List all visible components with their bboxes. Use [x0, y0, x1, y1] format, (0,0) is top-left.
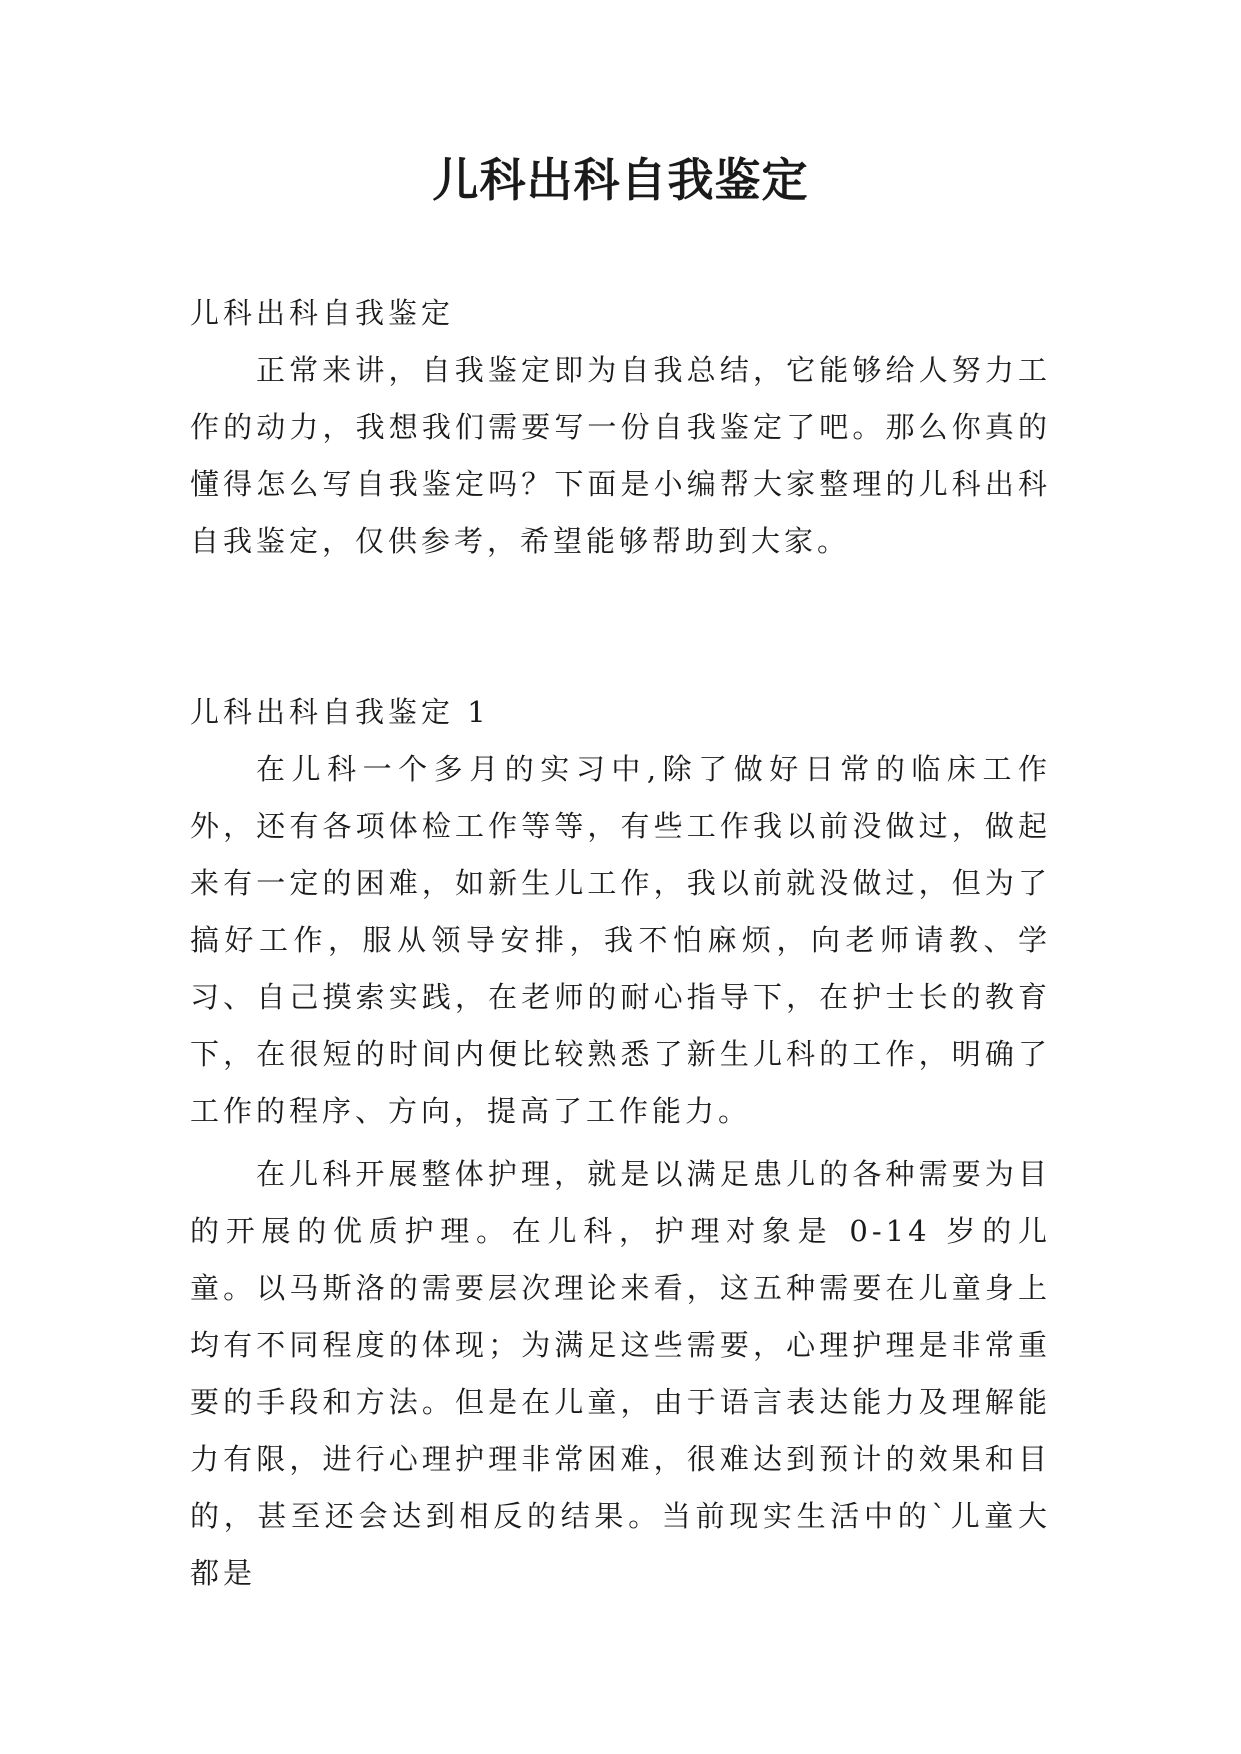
intro-paragraph: 正常来讲，自我鉴定即为自我总结，它能够给人努力工作的动力，我想我们需要写一份自我鉴定了吧。那么你真的懂得怎么写自我鉴定吗？下面是小编帮大家整理的儿科出科自我鉴定，仅供参考，希望能够帮助到大家。	[190, 353, 1051, 558]
document-title: 儿科出科自我鉴定	[432, 153, 809, 207]
section1-paragraph: 在儿科开展整体护理，就是以满足患儿的各种需要为目的开展的优质护理。在儿科，护理对象是 0-14 岁的儿童。以马斯洛的需要层次理论来看，这五种需要在儿童身上均有不同程度的体现；为满足这些需要，心理护理是非常重要的手段和方法。但是在儿童，由于语言表达能力及理解能力有限，进行心理护理非常困难，很难达到预计的效果和目的，甚至还会达到相反的结果。当前现实生活中的`儿童大都是	[190, 1157, 1051, 1590]
section1-heading: 儿科出科自我鉴定 1	[190, 695, 490, 729]
intro-heading: 儿科出科自我鉴定	[190, 296, 455, 330]
document-body	[190, 285, 1051, 1602]
section1-paragraph: 在儿科一个多月的实习中,除了做好日常的临床工作外，还有各项体检工作等等，有些工作我以前没做过，做起来有一定的困难，如新生儿工作，我以前就没做过，但为了搞好工作，服从领导安排，我不怕麻烦，向老师请教、学习、自己摸索实践，在老师的耐心指导下，在护士长的教育下，在很短的时间内便比较熟悉了新生儿科的工作，明确了工作的程序、方向，提高了工作能力。	[190, 752, 1051, 1128]
section-spacer	[190, 570, 1051, 684]
